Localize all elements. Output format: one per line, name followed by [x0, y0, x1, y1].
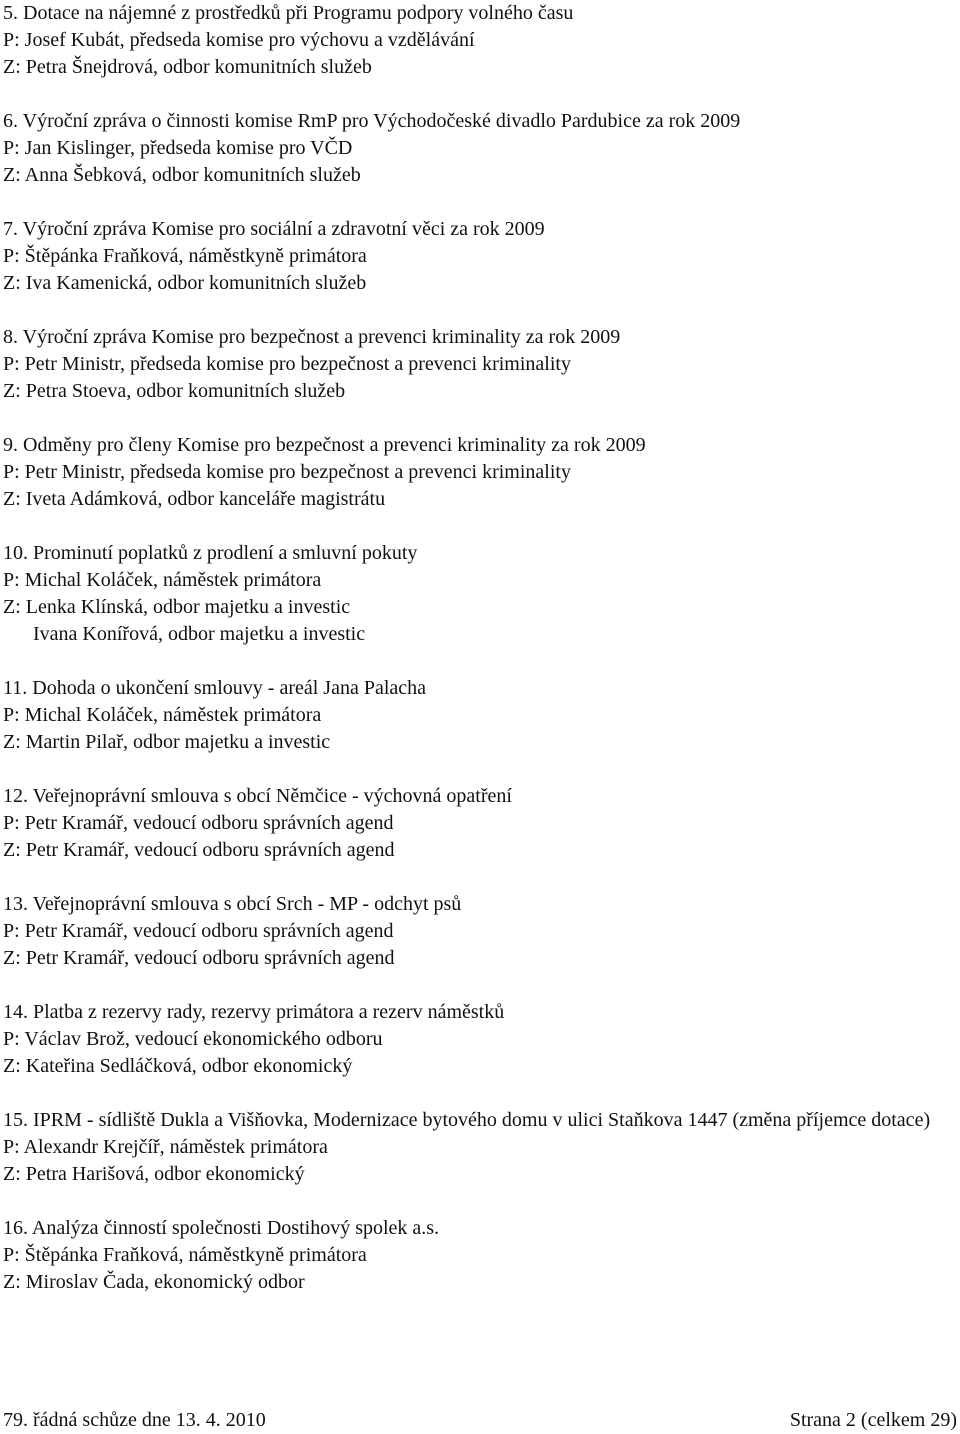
item-title: 15. IPRM - sídliště Dukla a Višňovka, Modernizace bytového domu v ulici Staňkova 1447 (změna příjemce dotace)	[3, 1109, 931, 1131]
item-processor: Z: Kateřina Sedláčková, odbor ekonomický	[3, 1055, 353, 1077]
item-presenter: P: Petr Kramář, vedoucí odboru správních agend	[3, 920, 394, 942]
item-title: 5. Dotace na nájemné z prostředků při Programu podpory volného času	[3, 2, 574, 24]
agenda-item-7	[3, 216, 958, 297]
item-processor: Z: Iva Kamenická, odbor komunitních služeb	[3, 272, 367, 294]
agenda-item-16	[3, 1215, 958, 1296]
item-title: 8. Výroční zpráva Komise pro bezpečnost a prevenci kriminality za rok 2009	[3, 326, 621, 348]
item-title: 10. Prominutí poplatků z prodlení a smluvní pokuty	[3, 542, 418, 564]
meeting-label: 79. řádná schůze dne 13. 4. 2010	[3, 1409, 266, 1431]
agenda-item-5	[3, 0, 958, 81]
item-processor: Z: Petr Kramář, vedoucí odboru správních agend	[3, 839, 395, 861]
item-presenter: P: Štěpánka Fraňková, náměstkyně primátora	[3, 1244, 367, 1266]
item-processor: Z: Petra Šnejdrová, odbor komunitních služeb	[3, 56, 372, 78]
item-presenter: P: Petr Kramář, vedoucí odboru správních agend	[3, 812, 394, 834]
item-title: 9. Odměny pro členy Komise pro bezpečnost a prevenci kriminality za rok 2009	[3, 434, 646, 456]
item-presenter: P: Michal Koláček, náměstek primátora	[3, 569, 322, 591]
item-processor-secondary: Ivana Konířová, odbor majetku a investic	[33, 623, 366, 645]
item-processor: Z: Iveta Adámková, odbor kanceláře magistrátu	[3, 488, 386, 510]
agenda-item-12	[3, 783, 958, 864]
item-title: 12. Veřejnoprávní smlouva s obcí Němčice - výchovná opatření	[3, 785, 512, 807]
agenda-item-15	[3, 1107, 958, 1188]
item-processor: Z: Petra Harišová, odbor ekonomický	[3, 1163, 305, 1185]
agenda-list	[3, 0, 958, 1296]
page-number: Strana 2 (celkem 29)	[789, 1409, 957, 1431]
item-processor: Z: Anna Šebková, odbor komunitních služeb	[3, 164, 361, 186]
agenda-item-14	[3, 999, 958, 1080]
item-presenter: P: Jan Kislinger, předseda komise pro VČD	[3, 137, 353, 159]
item-presenter: P: Michal Koláček, náměstek primátora	[3, 704, 322, 726]
agenda-item-10	[3, 540, 958, 648]
item-presenter: P: Štěpánka Fraňková, náměstkyně primátora	[3, 245, 367, 267]
item-title: 16. Analýza činností společnosti Dostihový spolek a.s.	[3, 1217, 440, 1239]
item-processor: Z: Miroslav Čada, ekonomický odbor	[3, 1271, 305, 1293]
item-title: 14. Platba z rezervy rady, rezervy primátora a rezerv náměstků	[3, 1001, 505, 1023]
item-presenter: P: Josef Kubát, předseda komise pro výchovu a vzdělávání	[3, 29, 475, 51]
item-presenter: P: Alexandr Krejčíř, náměstek primátora	[3, 1136, 328, 1158]
item-title: 13. Veřejnoprávní smlouva s obcí Srch - MP - odchyt psů	[3, 893, 462, 915]
item-title: 7. Výroční zpráva Komise pro sociální a zdravotní věci za rok 2009	[3, 218, 545, 240]
item-title: 6. Výroční zpráva o činnosti komise RmP pro Východočeské divadlo Pardubice za rok 2009	[3, 110, 741, 132]
agenda-item-13	[3, 891, 958, 972]
item-presenter: P: Václav Brož, vedoucí ekonomického odboru	[3, 1028, 383, 1050]
item-presenter: P: Petr Ministr, předseda komise pro bezpečnost a prevenci kriminality	[3, 461, 571, 483]
page-footer	[3, 1406, 957, 1434]
agenda-item-8	[3, 324, 958, 405]
agenda-item-6	[3, 108, 958, 189]
agenda-item-11	[3, 675, 958, 756]
item-processor: Z: Petr Kramář, vedoucí odboru správních agend	[3, 947, 395, 969]
item-processor: Z: Petra Stoeva, odbor komunitních služeb	[3, 380, 346, 402]
item-processor: Z: Martin Pilař, odbor majetku a investic	[3, 731, 331, 753]
item-presenter: P: Petr Ministr, předseda komise pro bezpečnost a prevenci kriminality	[3, 353, 571, 375]
agenda-item-9	[3, 432, 958, 513]
item-processor: Z: Lenka Klínská, odbor majetku a investic	[3, 596, 351, 618]
item-title: 11. Dohoda o ukončení smlouvy - areál Jana Palacha	[3, 677, 427, 699]
